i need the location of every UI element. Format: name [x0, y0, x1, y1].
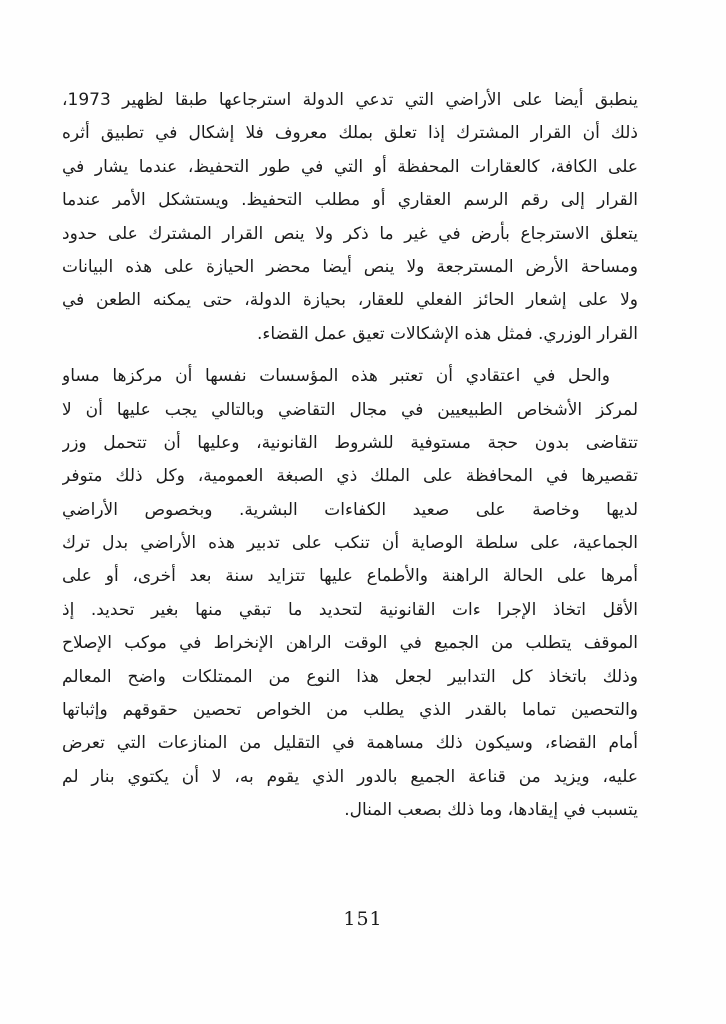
text-line: ولا على إشعار الحائز الفعلي للعقار، بحيازة الدولة، حتى يمكنه الطعن في: [62, 290, 638, 311]
text-line: وذلك باتخاذ كل التدابير لجعل هذا النوع من الممتلكات واضح المعالم: [62, 666, 638, 687]
body-text: [62, 84, 638, 828]
text-line: القرار الوزري. فمثل هذه الإشكالات تعيق عمل القضاء.: [256, 323, 638, 344]
text-line: الأقل اتخاذ الإجرا ءات القانونية لتحديد ما تبقي منها بغير تحديد. إذ: [62, 599, 638, 620]
page-number: 151: [343, 908, 383, 930]
text-line: عليه، ويزيد من قناعة الجميع بالدور الذي يقوم به، لا أن يكتوي بنار لم: [62, 766, 638, 787]
text-line: والحل في اعتقادي أن تعتبر هذه المؤسسات نفسها أن مركزها مساو: [62, 366, 610, 387]
text-line: لديها وخاصة على صعيد الكفاءات البشرية. وبخصوص الأراضي: [62, 499, 638, 520]
text-line: ذلك أن القرار المشترك إذا تعلق بملك معروف فلا إشكال في تطبيق أثره: [62, 123, 638, 144]
text-line: ومساحة الأرض المسترجعة ولا ينص أيضا محضر الحيازة على هذه البيانات: [62, 256, 638, 277]
text-line: تقصيرها في المحافظة على الملك ذي الصبغة العمومية، وكل ذلك متوفر: [62, 466, 638, 487]
text-line: ينطبق أيضا على الأراضي التي تدعي الدولة استرجاعها طبقا لظهير 1973،: [62, 90, 638, 110]
text-line: لمركز الأشخاص الطبيعيين في مجال التقاضي وبالتالي يجب عليها أن لا: [62, 399, 638, 420]
text-line: القرار إلى رقم الرسم العقاري أو مطلب التحفيظ. ويستشكل الأمر عندما: [62, 190, 638, 211]
text-line: أمرها على الحالة الراهنة والأطماع عليها تتزايد سنة بعد أخرى، أو على: [62, 566, 638, 587]
text-line: تتقاضى بدون حجة مستوفية للشروط القانونية، وعليها أن تتحمل وزر: [62, 432, 638, 453]
text-line: والتحصين تماما بالقدر الذي يطلب من الخواص تحصين حقوقهم وإثباتها: [62, 700, 638, 721]
paragraph-1: [62, 84, 638, 351]
text-line: يتسبب في إيقادها، وما ذلك بصعب المنال.: [344, 800, 638, 821]
text-line: الجماعية، على سلطة الوصاية أن تنكب على تدبير هذه الأراضي بدل ترك: [62, 533, 638, 554]
text-line: أمام القضاء، وسيكون ذلك مساهمة في التقليل من المنازعات التي تعرض: [62, 733, 638, 754]
text-line: يتعلق الاسترجاع بأرض في غير ما ذكر ولا ينص القرار المشترك على حدود: [62, 223, 638, 244]
text-line: الموقف يتطلب من الجميع في الوقت الراهن الإنخراط في موكب الإصلاح: [62, 633, 638, 654]
paragraph-2: [62, 360, 638, 827]
text-line: على الكافة، كالعقارات المحفظة أو التي في طور التحفيظ، عندما يشار في: [62, 156, 638, 177]
